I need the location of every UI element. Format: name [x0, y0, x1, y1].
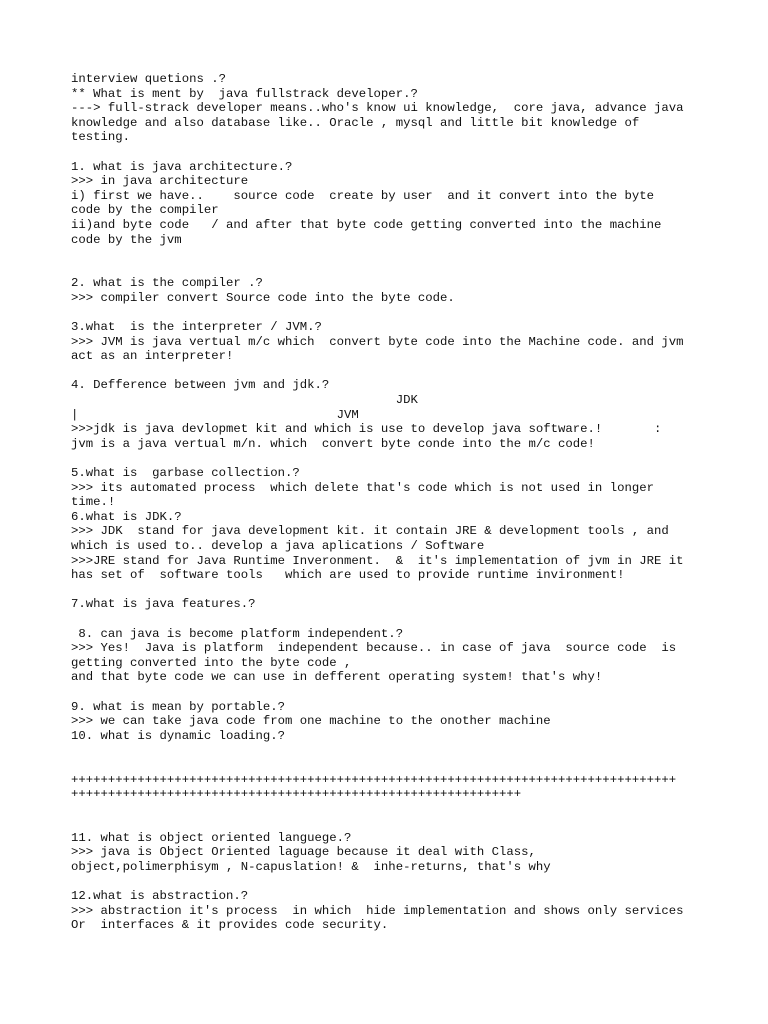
- text-line: which is used to.. develop a java aplications / Software: [71, 539, 485, 553]
- text-line: ** What is ment by java fullstrack developer.?: [71, 86, 418, 101]
- text-line: ++++++++++++++++++++++++++++++++++++++++++++++++++++++++++++++++++++++++++++++++++: [71, 772, 677, 787]
- text-line: has set of software tools which are used to provide runtime invironment!: [71, 568, 625, 583]
- text-line: 6.what is JDK.?: [71, 509, 182, 524]
- text-line: getting converted into the byte code ,: [71, 655, 352, 670]
- text-line: 4. Defference between jvm and jdk.?: [71, 378, 330, 393]
- text-line: 8. can java is become platform independent.?: [71, 626, 404, 641]
- text-line: code by the compiler: [71, 203, 219, 218]
- text-line: >>>JRE stand for Java Runtime Inveronment. & it's implementation of jvm in JRE it: [71, 553, 684, 568]
- text-line: >>> compiler convert Source code into the byte code.: [71, 290, 455, 305]
- text-line: 9. what is mean by portable.?: [71, 699, 286, 714]
- text-line: 1. what is java architecture.?: [71, 159, 293, 174]
- text-line: jvm is a java vertual m/n. which convert byte conde into the m/c code!: [71, 436, 595, 451]
- text-line: code by the jvm: [71, 232, 182, 247]
- text-line: Or interfaces & it provides code security.: [71, 918, 389, 933]
- text-line: | JVM: [71, 407, 359, 422]
- text-line: >>> we can take java code from one machine to the onother machine: [71, 714, 551, 729]
- text-line: 7.what is java features.?: [71, 597, 256, 612]
- text-line: >>> abstraction it's process in which hide implementation and shows only services: [71, 903, 684, 918]
- text-line: act as an interpreter!: [71, 349, 234, 364]
- text-line: object,polimerphisym , N-capuslation! & inhe-returns, that's why: [71, 860, 551, 875]
- document-text: [71, 72, 761, 933]
- text-line: 11. what is object oriented languege.?: [71, 830, 352, 845]
- text-line: >>> JVM is java vertual m/c which convert byte code into the Machine code. and jvm: [71, 334, 684, 349]
- text-line: i) first we have.. source code create by user and it convert into the byte: [71, 188, 654, 203]
- text-line: 3.what is the interpreter / JVM.?: [71, 320, 322, 335]
- text-line: ii)and byte code / and after that byte code getting converted into the machine: [71, 217, 662, 232]
- text-line: interview quetions .?: [71, 72, 226, 86]
- text-line: >>> java is Object Oriented laguage because it deal with Class,: [71, 845, 536, 860]
- text-line: +++++++++++++++++++++++++++++++++++++++++++++++++++++++++++++: [71, 787, 522, 802]
- text-line: ---> full-strack developer means..who's know ui knowledge, core java, advance java: [71, 101, 684, 116]
- text-line: >>>jdk is java devlopmet kit and which is use to develop java software.! :: [71, 422, 662, 437]
- text-line: and that byte code we can use in defferent operating system! that's why!: [71, 670, 603, 685]
- text-line: 12.what is abstraction.?: [71, 889, 249, 904]
- text-line: 5.what is garbase collection.?: [71, 466, 300, 481]
- text-line: >>> JDK stand for java development kit. it contain JRE & development tools , and: [71, 524, 669, 539]
- text-line: time.!: [71, 495, 116, 510]
- text-line: >>> in java architecture: [71, 174, 249, 189]
- text-line: knowledge and also database like.. Oracle , mysql and little bit knowledge of: [71, 115, 640, 130]
- text-line: testing.: [71, 130, 131, 145]
- text-line: >>> Yes! Java is platform independent because.. in case of java source code is: [71, 641, 677, 656]
- text-line: JDK: [71, 393, 418, 408]
- text-line: 10. what is dynamic loading.?: [71, 728, 286, 743]
- text-line: 2. what is the compiler .?: [71, 276, 263, 291]
- text-line: >>> its automated process which delete that's code which is not used in longer: [71, 480, 654, 495]
